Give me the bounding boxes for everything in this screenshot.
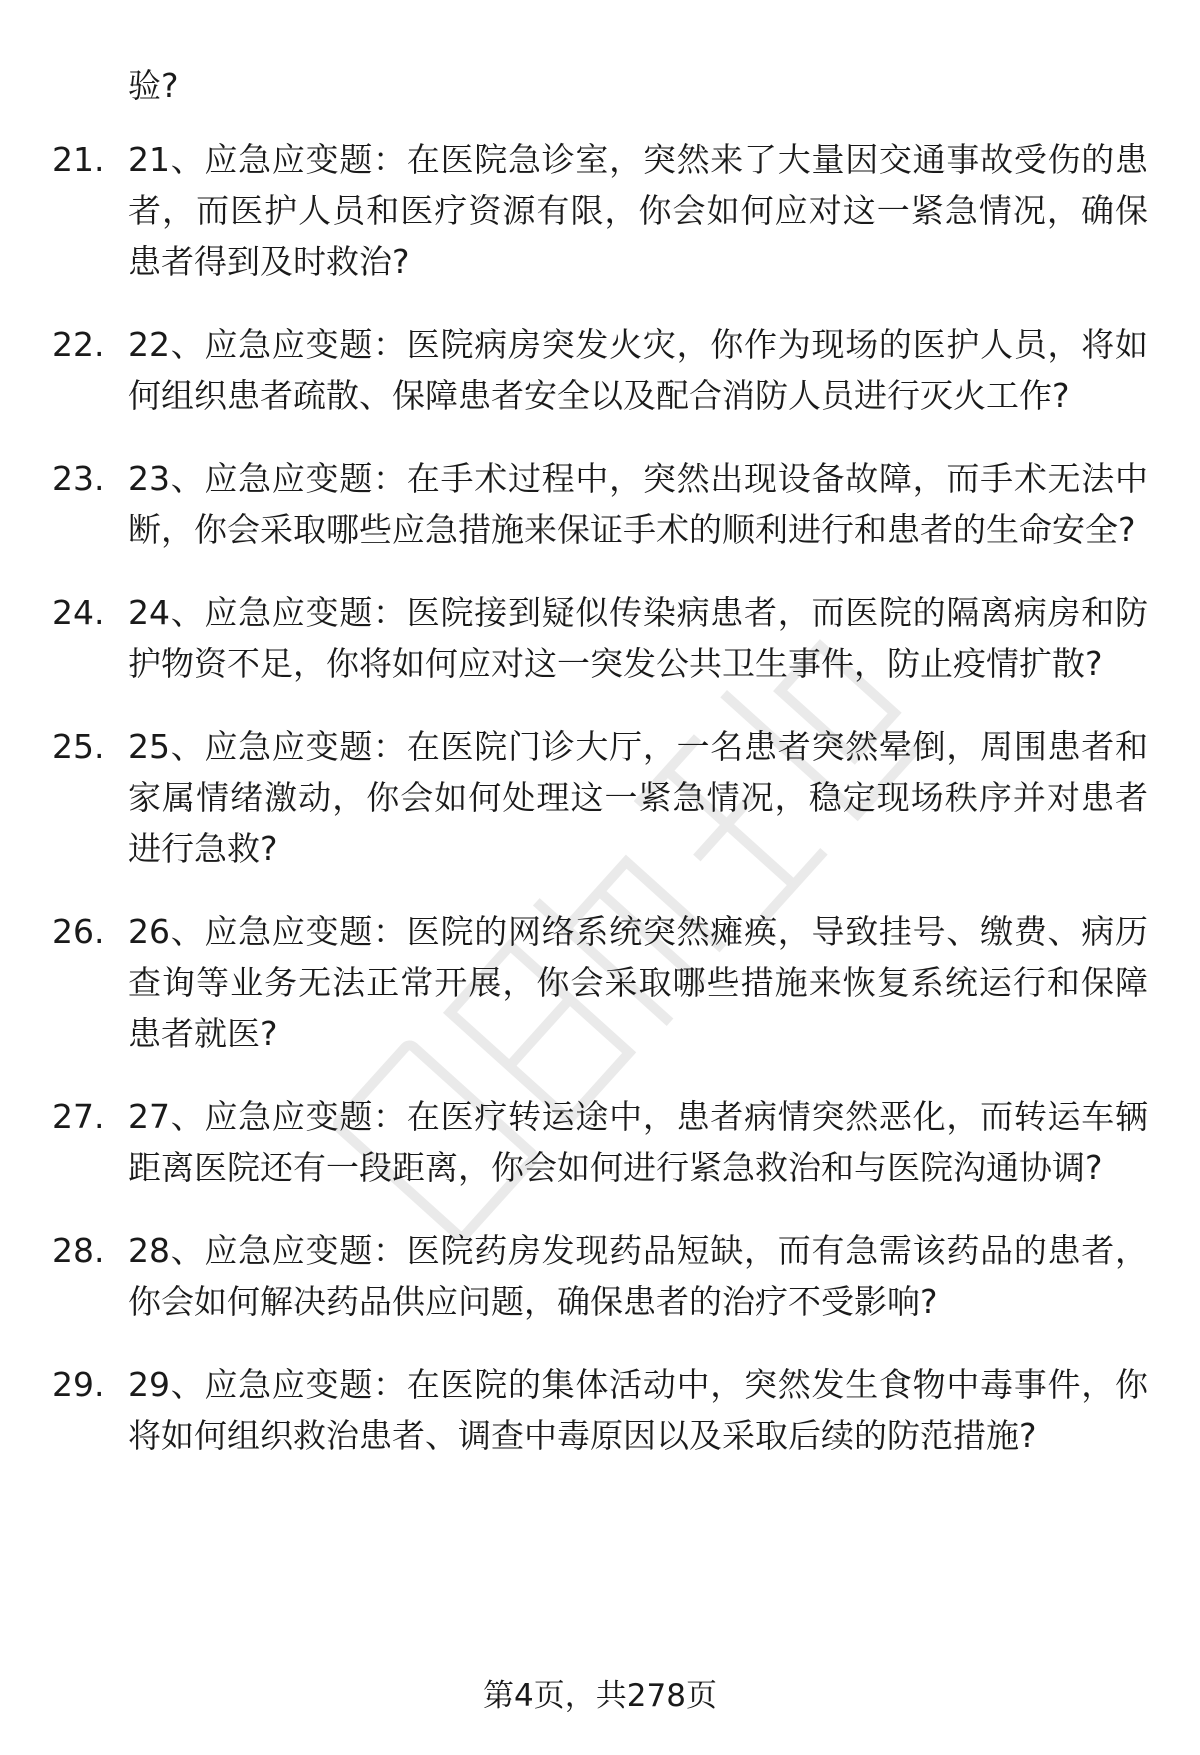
question-number: 29. (52, 1365, 105, 1404)
question-number: 28. (52, 1231, 105, 1270)
question-list (0, 134, 1200, 1493)
question-number: 27. (52, 1097, 105, 1136)
list-item (0, 587, 1148, 689)
question-text: 29、应急应变题：在医院的集体活动中，突然发生食物中毒事件，你将如何组织救治患者、调查中毒原因以及采取后续的防范措施? (128, 1365, 1148, 1455)
question-number: 22. (52, 325, 105, 364)
question-number: 21. (52, 140, 105, 179)
list-item (0, 906, 1148, 1059)
list-item (0, 721, 1148, 874)
page-footer: 第4页，共278页 (483, 1678, 717, 1714)
list-item (0, 1225, 1148, 1327)
list-item (0, 319, 1148, 421)
question-text: 28、应急应变题：医院药房发现药品短缺，而有急需该药品的患者，你会如何解决药品供应问题，确保患者的治疗不受影响? (128, 1231, 1148, 1321)
question-text: 23、应急应变题：在手术过程中，突然出现设备故障，而手术无法中断，你会采取哪些应急措施来保证手术的顺利进行和患者的生命安全? (128, 459, 1148, 549)
question-text: 21、应急应变题：在医院急诊室，突然来了大量因交通事故受伤的患者，而医护人员和医疗资源有限，你会如何应对这一紧急情况，确保患者得到及时救治? (128, 140, 1148, 281)
question-text: 25、应急应变题：在医院门诊大厅，一名患者突然晕倒，周围患者和家属情绪激动，你会如何处理这一紧急情况，稳定现场秩序并对患者进行急救? (128, 727, 1148, 868)
continued-question-text: 验? (128, 66, 179, 105)
list-item (0, 134, 1148, 287)
question-text: 27、应急应变题：在医疗转运途中，患者病情突然恶化，而转运车辆距离医院还有一段距离，你会如何进行紧急救治和与医院沟通协调? (128, 1097, 1148, 1187)
question-number: 23. (52, 459, 105, 498)
question-number: 24. (52, 593, 105, 632)
question-text: 24、应急应变题：医院接到疑似传染病患者，而医院的隔离病房和防护物资不足，你将如何应对这一突发公共卫生事件，防止疫情扩散? (128, 593, 1148, 683)
question-text: 22、应急应变题：医院病房突发火灾，你作为现场的医护人员，将如何组织患者疏散、保障患者安全以及配合消防人员进行灭火工作? (128, 325, 1148, 415)
list-item (0, 453, 1148, 555)
question-text: 26、应急应变题：医院的网络系统突然瘫痪，导致挂号、缴费、病历查询等业务无法正常开展，你会采取哪些措施来恢复系统运行和保障患者就医? (128, 912, 1148, 1053)
question-number: 26. (52, 912, 105, 951)
question-number: 25. (52, 727, 105, 766)
list-item (0, 1091, 1148, 1193)
list-item (0, 1359, 1148, 1461)
